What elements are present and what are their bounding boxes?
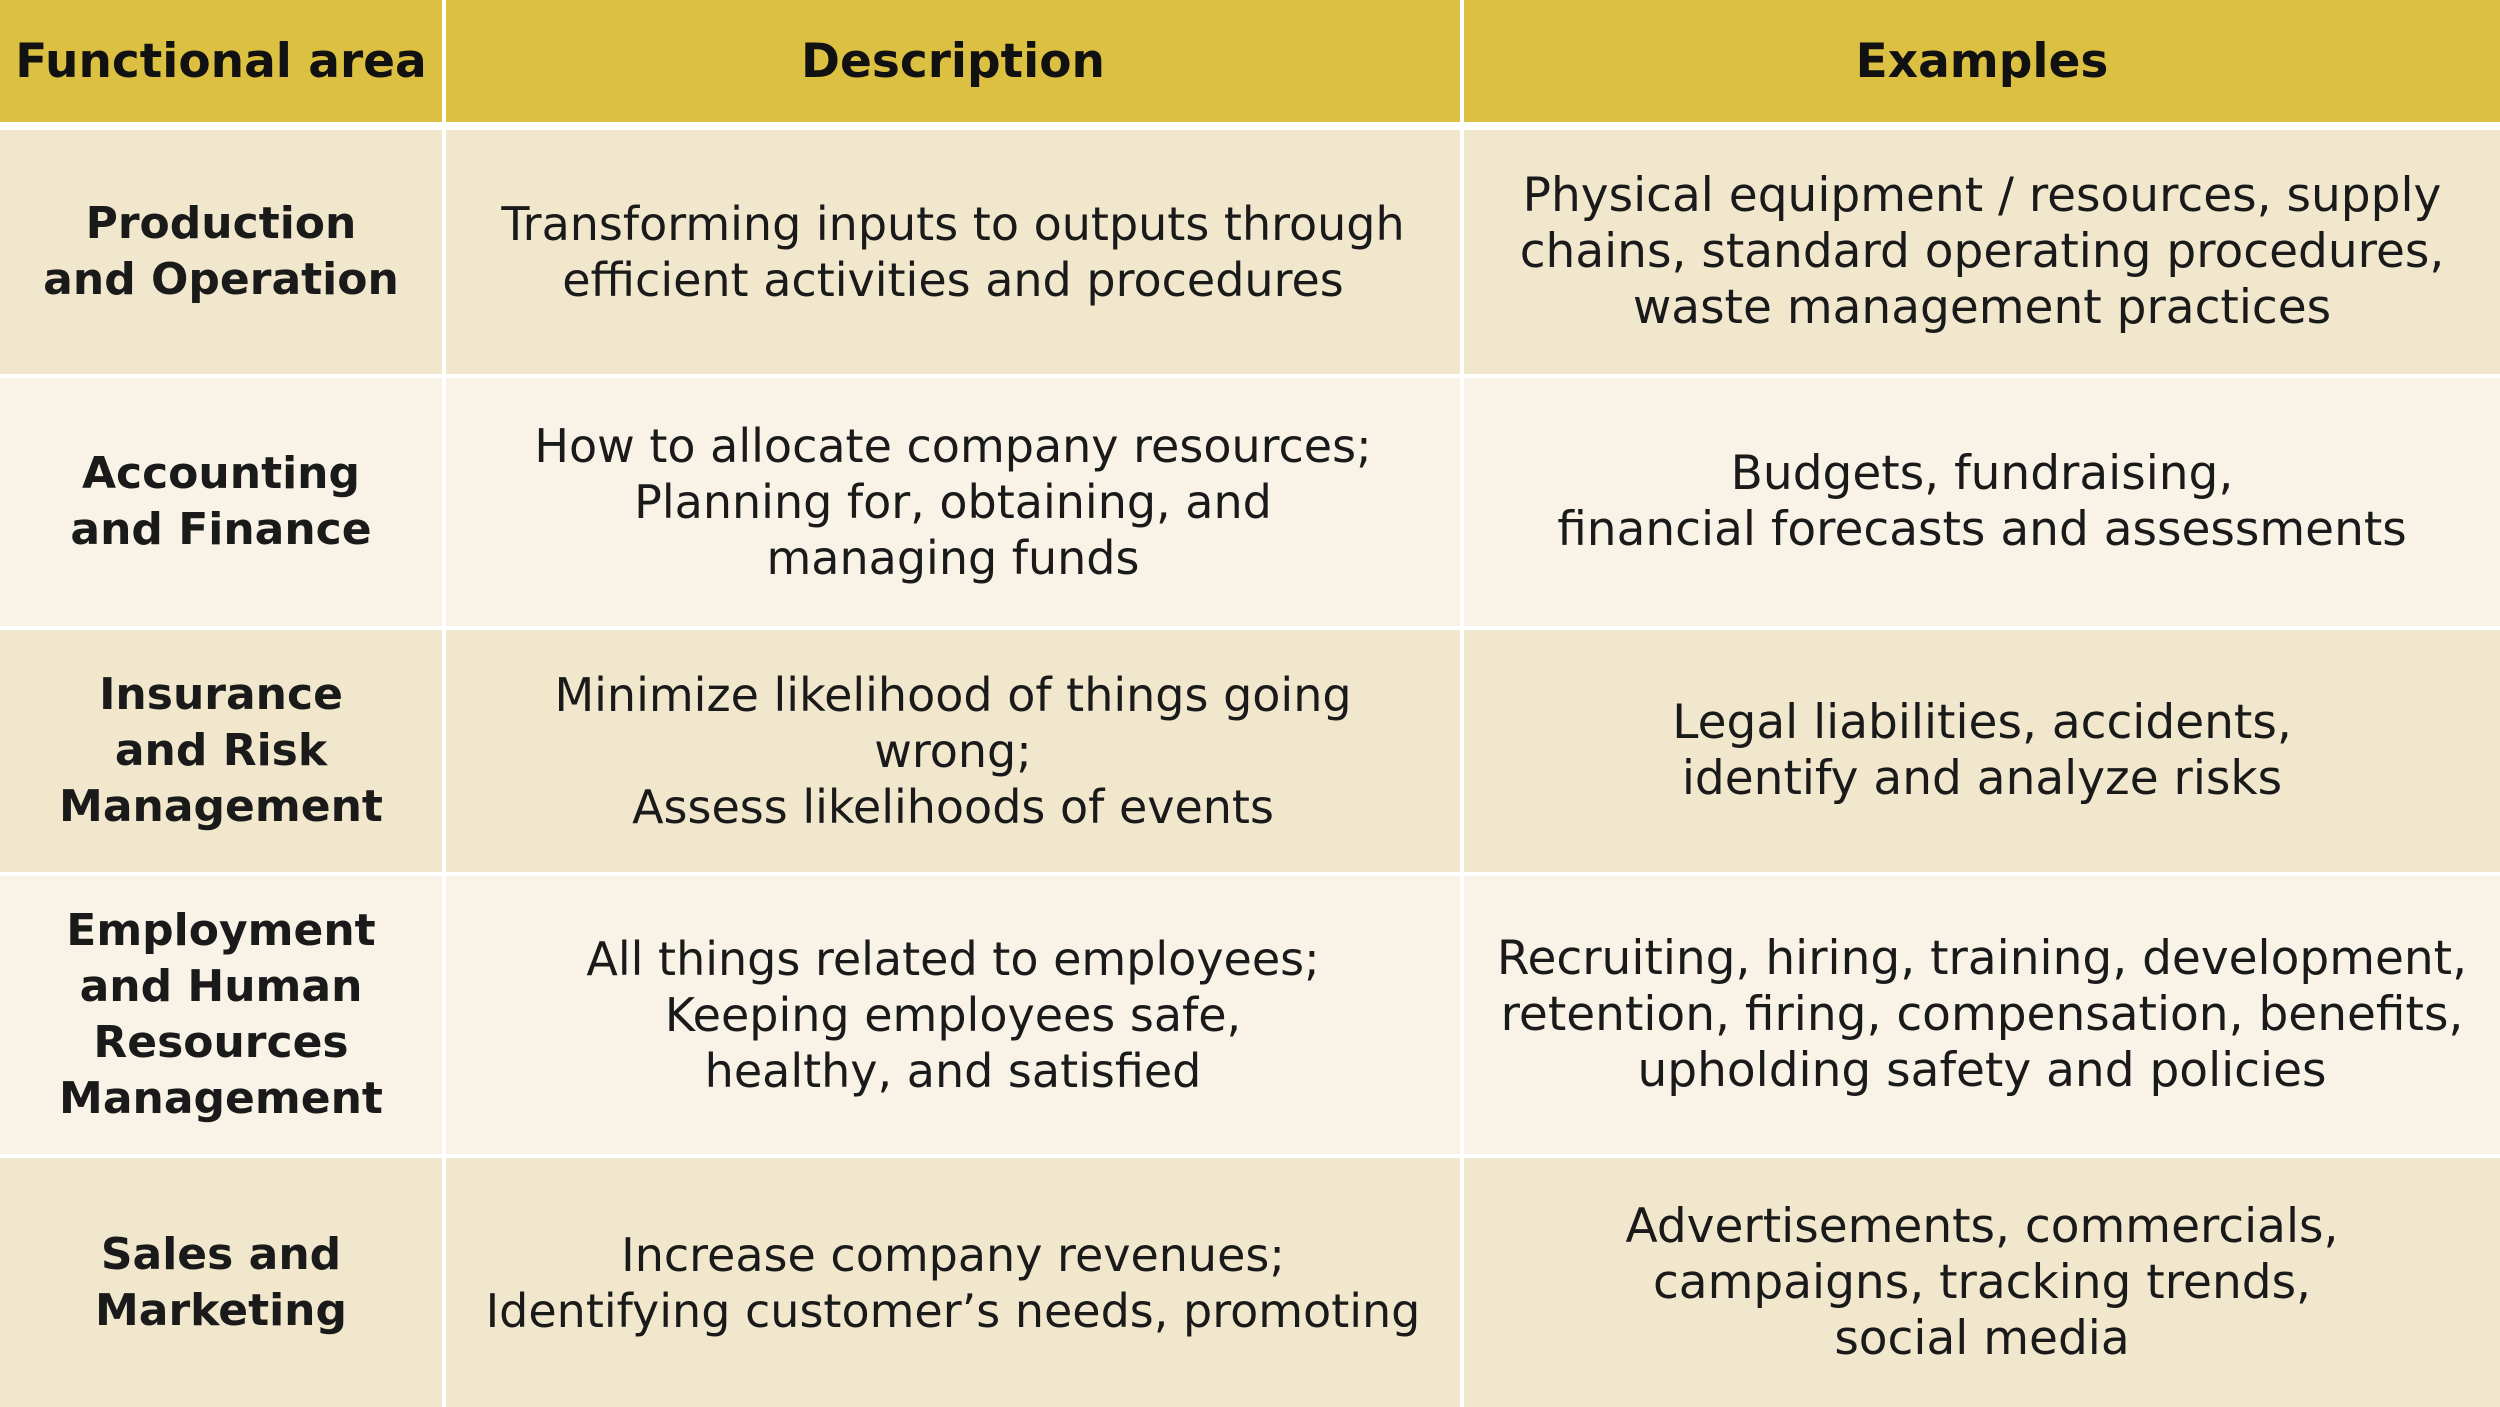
row-2-examples: Budgets, fundraising, financial forecasts and assessments (1464, 378, 2500, 630)
row-5-examples: Advertisements, commercials, campaigns, tracking trends, social media (1464, 1158, 2500, 1407)
row-1-area: Production and Operation (0, 130, 446, 378)
row-5-area: Sales and Marketing (0, 1158, 446, 1407)
header-functional-area: Functional area (0, 0, 446, 130)
row-4-description: All things related to employees; Keeping employees safe, healthy, and satisfied (446, 876, 1464, 1158)
row-3-examples: Legal liabilities, accidents, identify and analyze risks (1464, 630, 2500, 876)
row-3-description: Minimize likelihood of things going wrong; Assess likelihoods of events (446, 630, 1464, 876)
row-2-description: How to allocate company resources; Planning for, obtaining, and managing funds (446, 378, 1464, 630)
row-5-description: Increase company revenues; Identifying customer’s needs, promoting (446, 1158, 1464, 1407)
row-1-examples: Physical equipment / resources, supply chains, standard operating procedures, waste management practices (1464, 130, 2500, 378)
header-examples: Examples (1464, 0, 2500, 130)
row-2-area: Accounting and Finance (0, 378, 446, 630)
row-4-area: Employment and Human Resources Management (0, 876, 446, 1158)
row-3-area: Insurance and Risk Management (0, 630, 446, 876)
header-description: Description (446, 0, 1464, 130)
row-1-description: Transforming inputs to outputs through efficient activities and procedures (446, 130, 1464, 378)
row-4-examples: Recruiting, hiring, training, development, retention, firing, compensation, benefits, upholding safety and policies (1464, 876, 2500, 1158)
